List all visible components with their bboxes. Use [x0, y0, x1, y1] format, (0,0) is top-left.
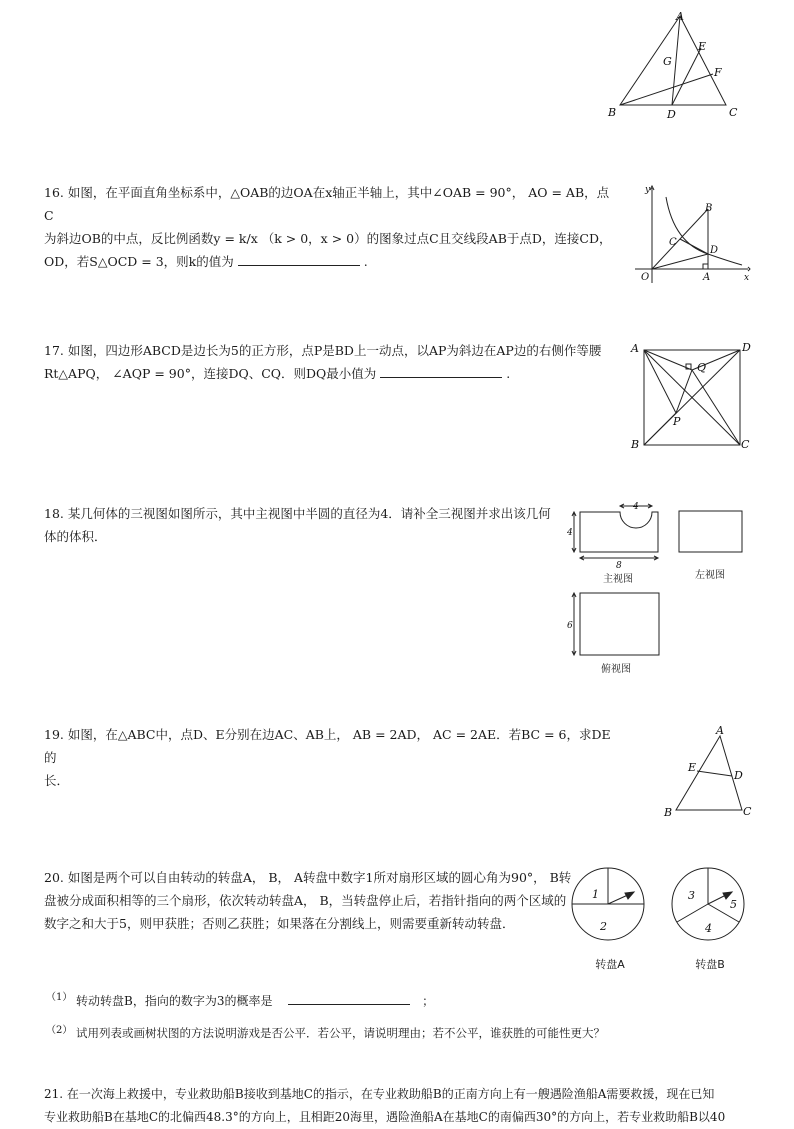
q18-dim-side: 6 — [567, 621, 573, 631]
dial-A — [570, 866, 650, 946]
q16-label-O: O — [641, 272, 650, 283]
q17-label-C: C — [741, 438, 750, 451]
q16-label-D: D — [710, 245, 719, 256]
dial-B — [668, 866, 748, 946]
q18-main-view — [560, 500, 670, 572]
caption-dial-B: 转盘B — [695, 958, 725, 971]
dial-A-number-1: 1 — [592, 888, 599, 901]
question-19 — [44, 723, 614, 792]
q17-label-A: A — [631, 342, 639, 355]
dial-B-number-3: 3 — [688, 889, 695, 902]
caption-top-view: 俯视图 — [601, 664, 631, 675]
q16-line3 — [44, 250, 614, 273]
q19-line1: 19. 如图，在△ABC中，点D、E分别在边AC、AB上， AB = 2AD， AC = 2AE．若BC = 6，求DE的 — [44, 727, 611, 765]
caption-dial-A: 转盘A — [595, 958, 625, 971]
question-16 — [44, 181, 614, 273]
q19-label-B: B — [664, 806, 673, 819]
q19-line2: 长． — [44, 773, 70, 788]
q17-label-B: B — [631, 438, 640, 451]
q17-line1: 17. 如图，四边形ABCD是边长为5的正方形，点P是BD上一动点，以AP为斜边在AP边的右侧作等腰 — [44, 343, 602, 358]
q16-label-A: A — [703, 272, 711, 283]
label-C: C — [729, 106, 738, 119]
dial-B-number-4: 4 — [705, 922, 712, 935]
q21-line2: 专业救助船B在基地C的北偏西48.3°的方向上，且相距20海里，遇险渔船A在基地C的南偏西30°的方向上，若专业救助船B以40 — [44, 1110, 726, 1124]
q16-label-B: B — [705, 203, 713, 214]
q18-top-view — [566, 592, 666, 658]
dial-B-number-5: 5 — [730, 898, 737, 911]
q20-sub2-text: 试用列表或画树状图的方法说明游戏是否公平．若公平，请说明理由；若不公平，谁获胜的可能性更大？ — [76, 1026, 605, 1040]
q18-line1: 18. 某几何体的三视图如图所示，其中主视图中半圆的直径为4．请补全三视图并求出该几何 — [44, 506, 551, 521]
question-21 — [44, 1083, 764, 1129]
q16-figure — [630, 183, 755, 288]
q17-label-Q: Q — [697, 361, 707, 374]
q20-line1: 20. 如图是两个可以自由转动的转盘A， B， A转盘中数字1所对扇形区域的圆心角为90°， B转 — [44, 870, 572, 885]
question-18 — [44, 502, 614, 548]
q20-sub2-number: （2） — [46, 1025, 73, 1036]
q17-line2-text: Rt△APQ， ∠AQP = 90°，连接DQ、CQ．则DQ最小值为 — [44, 366, 377, 381]
q17-answer-blank[interactable] — [380, 377, 502, 378]
dial-A-number-2: 2 — [600, 920, 607, 933]
q21-line1: 21. 在一次海上救援中，专业救助船B接收到基地C的指示，在专业救助船B的正南方向上有一艘遇险渔船A需要救援，现在已知 — [44, 1087, 715, 1101]
q20-sub1 — [76, 992, 434, 1009]
caption-left-view: 左视图 — [695, 570, 725, 581]
q16-label-C: C — [669, 237, 677, 248]
q19-figure — [660, 722, 760, 822]
top-triangle-figure — [600, 8, 750, 123]
q19-label-C: C — [743, 805, 752, 818]
q19-label-E: E — [688, 761, 697, 774]
q20-sub1-text: 转动转盘B，指向的数字为3的概率是 — [76, 994, 273, 1008]
q16-line3-text: OD，若S△OCD = 3，则k的值为 — [44, 254, 234, 269]
label-A: A — [676, 10, 684, 23]
q20-line2: 盘被分成面积相等的三个扇形，依次转动转盘A， B，当转盘停止后，若指针指向的两个区域的 — [44, 893, 567, 908]
question-20 — [44, 866, 614, 935]
q18-dim-bottom: 8 — [616, 561, 622, 571]
label-F: F — [714, 66, 722, 79]
q17-line2 — [44, 362, 614, 385]
q17-figure — [628, 340, 758, 452]
q16-label-x: x — [744, 273, 750, 283]
q20-sub1-number: （1） — [46, 992, 73, 1003]
q18-dim-top: 4 — [633, 502, 639, 512]
caption-main-view: 主视图 — [603, 574, 633, 585]
label-E: E — [698, 40, 707, 53]
question-17 — [44, 339, 614, 385]
q20-sub1-answer-blank[interactable] — [288, 1004, 410, 1005]
q18-left-view — [678, 510, 744, 554]
q16-period: . — [363, 254, 368, 269]
q17-period: . — [506, 366, 511, 381]
label-G: G — [663, 55, 672, 68]
q17-label-P: P — [673, 415, 681, 428]
q18-line2: 体的体积． — [44, 529, 107, 544]
q20-sub1-end: ； — [422, 994, 435, 1008]
q16-line2: 为斜边OB的中点，反比例函数y = k/x （k > 0，x > 0）的图象过点C且交线段AB于点D，连接CD， — [44, 231, 612, 246]
q19-label-D: D — [734, 769, 743, 782]
label-D: D — [667, 108, 676, 121]
q19-label-A: A — [716, 724, 724, 737]
label-B: B — [608, 106, 617, 119]
q20-line3: 数字之和大于5，则甲获胜；否则乙获胜；如果落在分割线上，则需要重新转动转盘． — [44, 916, 515, 931]
q16-label-y: y — [645, 185, 651, 195]
q18-dim-left: 4 — [567, 528, 573, 538]
q16-line1: 16. 如图，在平面直角坐标系中，△OAB的边OA在x轴正半轴上，其中∠OAB = 90°， AO = AB，点C — [44, 185, 610, 223]
q16-answer-blank[interactable] — [238, 265, 360, 266]
q17-label-D: D — [742, 341, 751, 354]
